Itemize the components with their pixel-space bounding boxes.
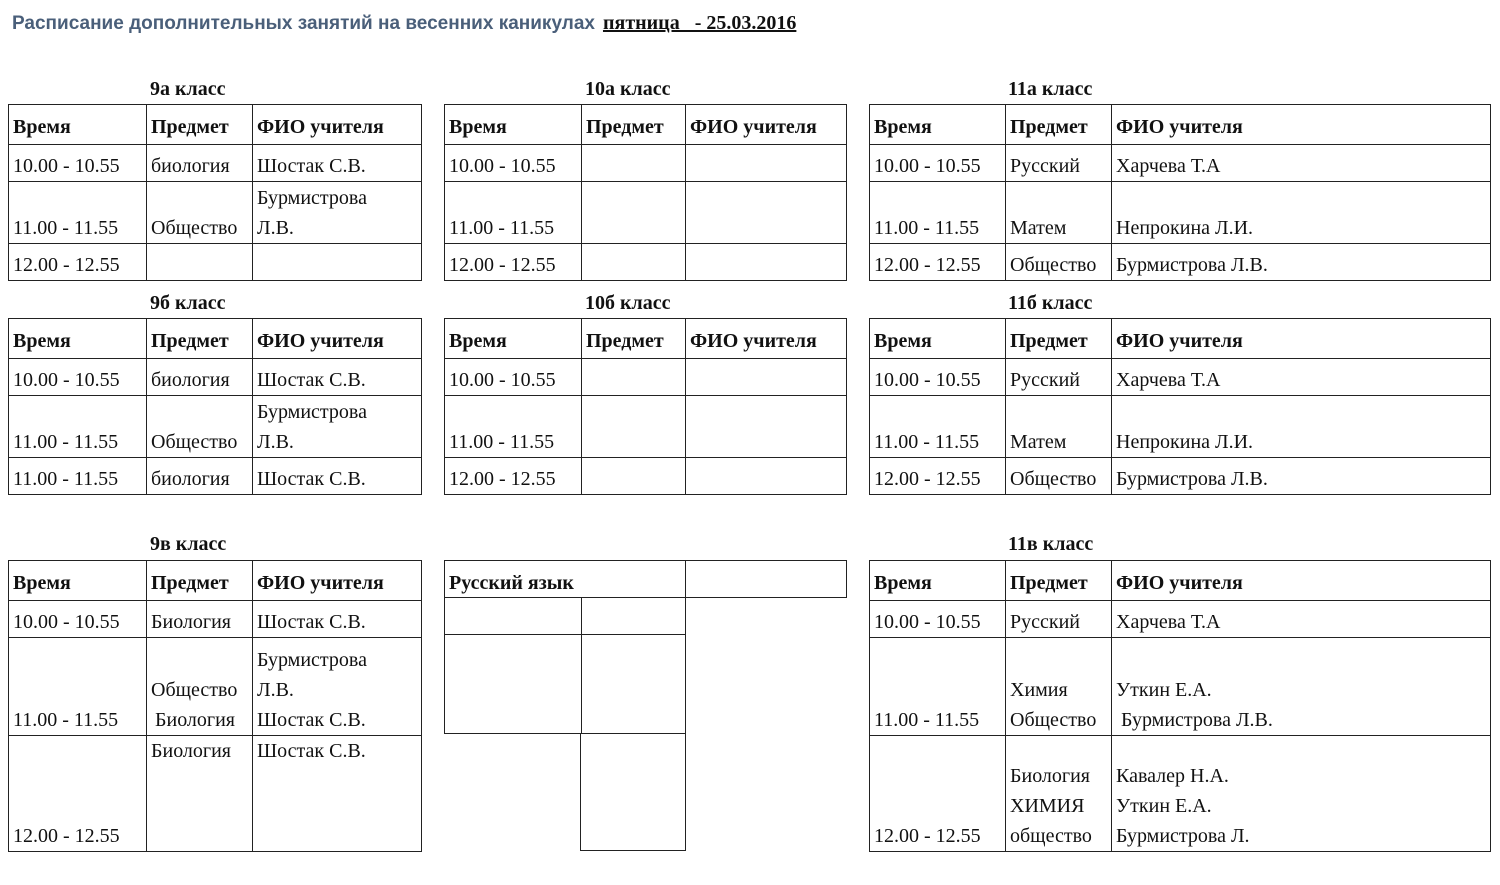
table-row (445, 458, 847, 495)
table-row (9, 736, 422, 852)
subject-cell: Общество (1006, 458, 1112, 495)
table-row (445, 359, 847, 396)
header-teacher: ФИО учителя (1112, 319, 1491, 359)
table-row (870, 458, 1491, 495)
time-cell: 10.00 - 10.55 (870, 601, 1006, 638)
teacher-line: Л.В. (257, 679, 294, 701)
header-teacher: ФИО учителя (1112, 105, 1491, 145)
teacher-cell (253, 182, 422, 244)
time-cell: 11.00 - 11.55 (870, 182, 1006, 244)
table-row (870, 359, 1491, 396)
table-row (9, 182, 422, 244)
subject-cell: биология (147, 359, 253, 396)
teacher-cell: Шостак С.В. (253, 359, 422, 396)
header-time: Время (870, 105, 1006, 145)
subject-cell: Общество (147, 182, 253, 244)
russian-language-label: Русский язык (449, 572, 574, 594)
time-cell: 10.00 - 10.55 (870, 359, 1006, 396)
teacher-line: Бурмистрова Л.В. (1116, 709, 1273, 731)
subject-cell: Русский (1006, 145, 1112, 182)
header-subject: Предмет (582, 105, 686, 145)
table-11v (869, 560, 1491, 852)
table-row (445, 145, 847, 182)
table-9b (8, 318, 422, 495)
table-row (9, 359, 422, 396)
header-subject: Предмет (1006, 319, 1112, 359)
header-subject: Предмет (147, 319, 253, 359)
teacher-line: Бурмистрова (257, 649, 367, 671)
time-cell: 10.00 - 10.55 (445, 359, 582, 396)
teacher-cell (253, 244, 422, 281)
table-11a (869, 104, 1491, 281)
table-row (9, 244, 422, 281)
table-row (870, 145, 1491, 182)
subject-cell (582, 182, 686, 244)
time-cell: 11.00 - 11.55 (445, 396, 582, 458)
header-row (870, 105, 1491, 145)
subject-line: ХИМИЯ (1010, 795, 1085, 817)
subject-cell (147, 638, 253, 736)
header-row (870, 561, 1491, 601)
teacher-cell (686, 359, 847, 396)
time-cell: 10.00 - 10.55 (445, 145, 582, 182)
subject-cell (582, 244, 686, 281)
time-cell: 11.00 - 11.55 (445, 182, 582, 244)
time-cell: 12.00 - 12.55 (870, 736, 1006, 852)
class-10b-title: 10б класс (585, 292, 671, 314)
russian-block-1 (444, 597, 686, 734)
class-10a-title: 10а класс (585, 78, 671, 100)
table-row (445, 244, 847, 281)
subject-cell: биология (147, 145, 253, 182)
teacher-cell (253, 396, 422, 458)
subject-cell (582, 145, 686, 182)
header-subject: Предмет (147, 561, 253, 601)
header-row (9, 561, 422, 601)
class-9v-title: 9в класс (150, 533, 227, 555)
time-cell: 11.00 - 11.55 (870, 396, 1006, 458)
time-cell: 12.00 - 12.55 (870, 458, 1006, 495)
subject-cell (1006, 638, 1112, 736)
teacher-line: Бурмистрова (257, 401, 367, 423)
header-teacher: ФИО учителя (686, 319, 847, 359)
table-9v (8, 560, 422, 852)
table-row (870, 638, 1491, 736)
table-row (9, 601, 422, 638)
teacher-cell (686, 182, 847, 244)
teacher-cell (686, 145, 847, 182)
subject-line: общество (1010, 825, 1092, 847)
table-10a (444, 104, 847, 281)
time-cell: 12.00 - 12.55 (445, 458, 582, 495)
column-divider (581, 597, 582, 733)
subject-line: Общество (1010, 709, 1097, 731)
header-subject: Предмет (582, 319, 686, 359)
subject-cell: Биология (147, 736, 253, 852)
subject-cell: Биология (147, 601, 253, 638)
teacher-cell: Харчева Т.А (1112, 359, 1491, 396)
subject-cell (147, 244, 253, 281)
header-row (445, 319, 847, 359)
subject-cell (582, 359, 686, 396)
teacher-line: Кавалер Н.А. (1116, 765, 1229, 787)
table-row (9, 638, 422, 736)
time-cell: 11.00 - 11.55 (9, 182, 147, 244)
subject-line: Химия (1010, 679, 1068, 701)
time-cell: 11.00 - 11.55 (9, 396, 147, 458)
teacher-cell: Непрокина Л.И. (1112, 396, 1491, 458)
time-cell: 11.00 - 11.55 (9, 458, 147, 495)
table-row (445, 396, 847, 458)
date-label: пятница_ - 25.03.2016 (602, 12, 797, 34)
teacher-cell (1112, 638, 1491, 736)
header-subject: Предмет (1006, 105, 1112, 145)
teacher-line: Бурмистрова (257, 187, 367, 209)
header-time: Время (9, 105, 147, 145)
teacher-cell (1112, 736, 1491, 852)
subject-line: Общество (151, 679, 238, 701)
time-cell: 10.00 - 10.55 (870, 145, 1006, 182)
header-time: Время (870, 319, 1006, 359)
header-time: Время (9, 319, 147, 359)
title-text: Расписание дополнительных занятий на весенних каникулах (12, 13, 595, 34)
time-cell: 12.00 - 12.55 (445, 244, 582, 281)
subject-cell: Матем (1006, 182, 1112, 244)
table-row (445, 182, 847, 244)
teacher-cell: Шостак С.В. (253, 736, 422, 852)
header-row (9, 319, 422, 359)
subject-cell (1006, 736, 1112, 852)
teacher-cell: Харчева Т.А (1112, 145, 1491, 182)
class-11b-title: 11б класс (1008, 292, 1093, 314)
subject-line: Биология (1010, 765, 1091, 787)
header-teacher: ФИО учителя (1112, 561, 1491, 601)
table-row (870, 736, 1491, 852)
time-cell: 11.00 - 11.55 (870, 638, 1006, 736)
teacher-cell: Шостак С.В. (253, 145, 422, 182)
teacher-line: Л.В. (257, 217, 294, 239)
teacher-cell (686, 244, 847, 281)
table-row (870, 182, 1491, 244)
class-9b-title: 9б класс (150, 292, 226, 314)
time-cell: 12.00 - 12.55 (9, 736, 147, 852)
row-divider (445, 634, 685, 635)
header-teacher: ФИО учителя (253, 105, 422, 145)
time-cell: 12.00 - 12.55 (870, 244, 1006, 281)
russian-block-2 (580, 733, 686, 851)
subject-line: Биология (155, 709, 236, 731)
time-cell: 12.00 - 12.55 (9, 244, 147, 281)
teacher-cell: Бурмистрова Л.В. (1112, 458, 1491, 495)
teacher-line: Уткин Е.А. (1116, 679, 1212, 701)
class-11v-title: 11в класс (1008, 533, 1094, 555)
table-row (9, 145, 422, 182)
teacher-line: Уткин Е.А. (1116, 795, 1212, 817)
header-subject: Предмет (1006, 561, 1112, 601)
header-teacher: ФИО учителя (253, 561, 422, 601)
table-row (870, 601, 1491, 638)
header-teacher: ФИО учителя (686, 105, 847, 145)
table-10b (444, 318, 847, 495)
class-11a-title: 11а класс (1008, 78, 1093, 100)
table-row (870, 244, 1491, 281)
teacher-cell: Шостак С.В. (253, 458, 422, 495)
teacher-line: Л.В. (257, 431, 294, 453)
header-row (445, 105, 847, 145)
teacher-line: Бурмистрова Л. (1116, 825, 1250, 847)
subject-cell: Русский (1006, 359, 1112, 396)
header-time: Время (445, 105, 582, 145)
subject-cell: Русский (1006, 601, 1112, 638)
subject-cell: Матем (1006, 396, 1112, 458)
subject-cell (582, 396, 686, 458)
subject-cell: Общество (1006, 244, 1112, 281)
header-teacher: ФИО учителя (253, 319, 422, 359)
time-cell: 11.00 - 11.55 (9, 638, 147, 736)
teacher-cell: Бурмистрова Л.В. (1112, 244, 1491, 281)
table-row (9, 458, 422, 495)
table-row (870, 396, 1491, 458)
teacher-cell: Непрокина Л.И. (1112, 182, 1491, 244)
table-9a (8, 104, 422, 281)
time-cell: 10.00 - 10.55 (9, 601, 147, 638)
teacher-cell (253, 638, 422, 736)
header-subject: Предмет (147, 105, 253, 145)
russian-header-box (444, 560, 847, 598)
class-9a-title: 9а класс (150, 78, 226, 100)
teacher-cell: Шостак С.В. (253, 601, 422, 638)
header-time: Время (870, 561, 1006, 601)
table-11b (869, 318, 1491, 495)
header-time: Время (9, 561, 147, 601)
subject-cell (582, 458, 686, 495)
header-row (9, 105, 422, 145)
page-title (12, 12, 796, 35)
subject-cell: Общество (147, 396, 253, 458)
subject-cell: биология (147, 458, 253, 495)
teacher-cell (686, 396, 847, 458)
header-row (870, 319, 1491, 359)
column-divider (685, 561, 686, 597)
time-cell: 10.00 - 10.55 (9, 145, 147, 182)
teacher-cell: Харчева Т.А (1112, 601, 1491, 638)
time-cell: 10.00 - 10.55 (9, 359, 147, 396)
table-row (9, 396, 422, 458)
teacher-line: Шостак С.В. (257, 709, 366, 731)
header-time: Время (445, 319, 582, 359)
teacher-cell (686, 458, 847, 495)
